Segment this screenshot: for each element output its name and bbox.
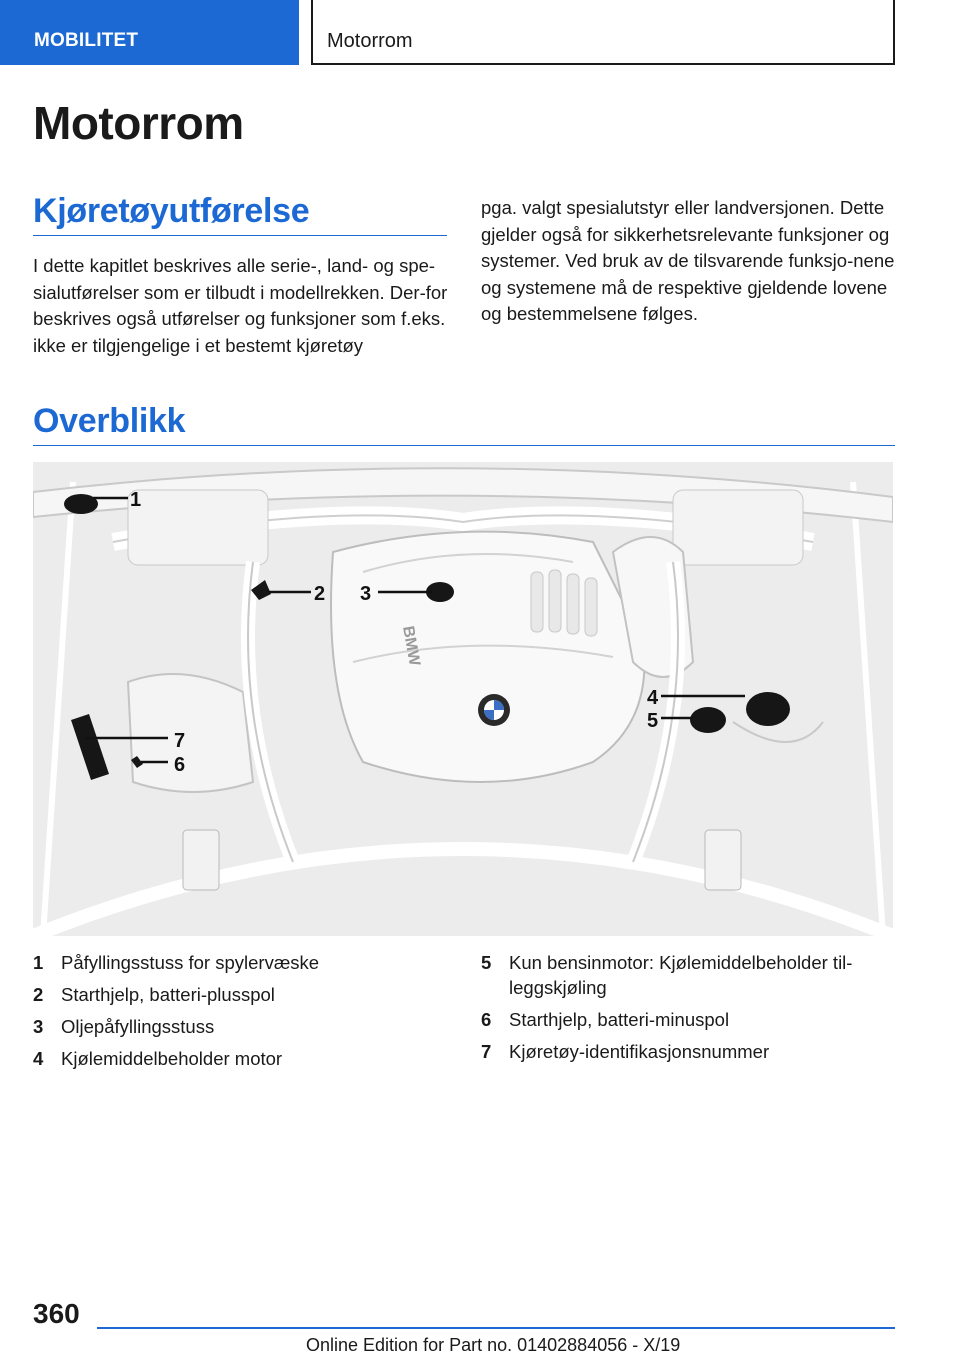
right-hood-latch — [705, 830, 741, 890]
callout-1: 1 — [130, 489, 142, 511]
legend-number: 1 — [33, 952, 44, 973]
legend-text: Oljepåfyllingsstuss — [61, 1016, 215, 1037]
legend-item — [33, 950, 443, 975]
coolant-cap-icon — [746, 692, 790, 726]
left-mesh-panel — [128, 490, 268, 565]
callout-3: 3 — [360, 583, 372, 605]
page-number: 360 — [33, 1298, 80, 1329]
legend-item — [33, 982, 443, 1007]
footer-divider — [97, 1327, 895, 1329]
left-hood-latch — [183, 830, 219, 890]
callout-5: 5 — [647, 710, 659, 732]
legend-number: 5 — [481, 952, 492, 973]
legend-text: Kjøretøy-identifikasjonsnummer — [509, 1041, 770, 1062]
legend-list-right — [481, 950, 891, 1071]
engine-badge-text: BMW — [399, 624, 423, 668]
legend-text: Kun bensinmotor: Kjølemiddelbeholder til-leggskjøling — [509, 952, 853, 998]
legend-text: Påfyllingsstuss for spylervæske — [61, 952, 320, 973]
chapter-title: Motorrom — [311, 0, 895, 65]
legend-text: Kjølemiddelbeholder motor — [61, 1048, 283, 1069]
intro-text-left — [33, 253, 453, 359]
engine-bay-drawing — [33, 462, 893, 936]
intro-paragraph-left: I dette kapitlet beskrives alle serie-, land- og spe-sialutførelser som er tilbudt i modellrekken. Der-for beskrives også utførelser og funksjoner som f.eks. ikke er tilgjengelige i et bestemt kjøretøy — [33, 255, 448, 356]
legend-item — [481, 1007, 891, 1032]
section-heading-text: Overblikk — [33, 402, 186, 440]
left-box — [128, 674, 253, 792]
legend-list-left — [33, 950, 443, 1078]
legend-number: 6 — [481, 1009, 492, 1030]
legend-number: 2 — [33, 984, 44, 1005]
callout-4: 4 — [647, 687, 659, 709]
section-tab: MOBILITET — [0, 0, 299, 65]
engine-bay-illustration — [33, 462, 893, 936]
legend-item — [481, 950, 891, 1000]
section-heading-overview — [33, 402, 895, 446]
callout-6: 6 — [174, 754, 186, 776]
footer-edition-text: Online Edition for Part no. 01402884056 - X/19 — [306, 1335, 681, 1355]
legend-number: 3 — [33, 1016, 44, 1037]
legend-item — [33, 1014, 443, 1039]
section-heading-text: Kjøretøyutførelse — [33, 192, 310, 230]
legend-number: 4 — [33, 1048, 44, 1069]
legend-item — [481, 1039, 891, 1064]
right-mesh-panel — [673, 490, 803, 565]
page-title: Motorrom — [33, 97, 244, 149]
legend-number: 7 — [481, 1041, 492, 1062]
aux-coolant-cap-icon — [690, 707, 726, 733]
legend-text: Starthjelp, batteri-plusspol — [61, 984, 275, 1005]
callout-2: 2 — [314, 583, 326, 605]
section-heading-vehicle-version — [33, 192, 447, 236]
intro-text-right — [481, 195, 901, 328]
washer-fluid-cap-icon — [64, 494, 98, 514]
callout-7: 7 — [174, 730, 186, 752]
legend-item — [33, 1046, 443, 1071]
legend-text: Starthjelp, batteri-minuspol — [509, 1009, 730, 1030]
intro-paragraph-right: pga. valgt spesialutstyr eller landversjonen. Dette gjelder også for sikkerhetsrelevante funksjoner og systemer. Ved bruk av de tilsvarende funksjo-nene og systemene må de respektive gjeldende lovene og bestemmelsene følges. — [481, 197, 895, 324]
